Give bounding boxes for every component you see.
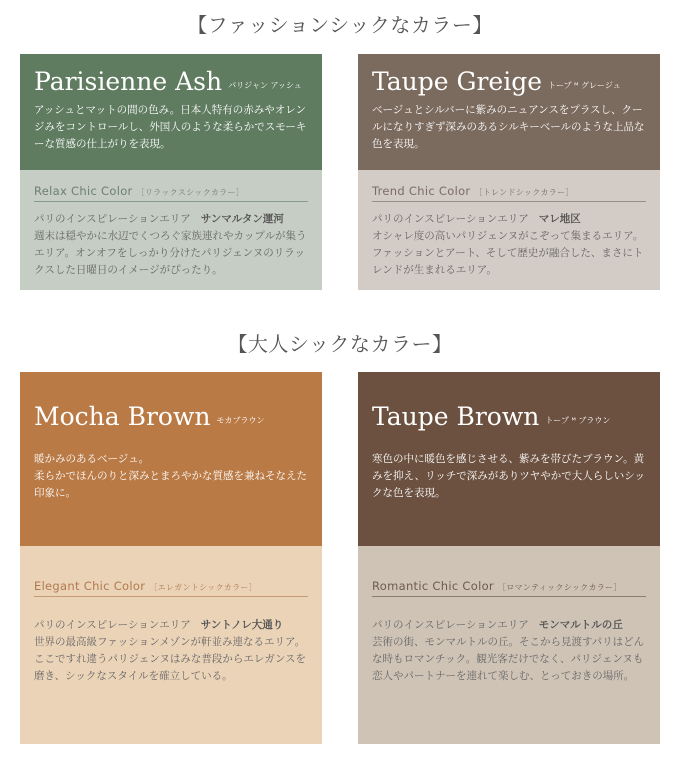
inspiration-area xyxy=(34,211,308,228)
area-description: 芸術の街、モンマルトルの丘。そこから見渡すパリはどんな時もロマンチック。観光客だけでなく、パリジェンヌも恋人やパートナーを連れて楽しむ、とっておきの場所。 xyxy=(372,636,645,682)
inspiration-area-label: パリのインスピレーションエリア xyxy=(34,619,191,631)
color-name-kana: トープ ᴹ ブラウン xyxy=(545,416,611,425)
color-name: Mocha Brown xyxy=(34,402,211,431)
color-name: Taupe Brown xyxy=(372,402,540,431)
color-description: 寒色の中に暖色を感じさせる、紫みを帯びたブラウン。黄みを抑え、リッチで深みがありツヤやかで大人らしいシックな色を表現。 xyxy=(372,453,645,499)
area-description: 週末は穏やかに水辺でくつろぐ家族連れやカップルが集うエリア。オンオフをしっかり分けたパリジェンヌのリラックスした日曜日のイメージがぴったり。 xyxy=(34,230,307,276)
chic-type-jp: ［トレンドシックカラー］ xyxy=(474,188,574,197)
card-top-panel xyxy=(358,372,660,546)
card-bottom-panel xyxy=(20,546,322,744)
card-top-panel xyxy=(358,54,660,170)
chic-type-en: Romantic Chic Color xyxy=(372,579,494,593)
chic-type-label xyxy=(34,579,308,597)
chic-type-label xyxy=(372,184,646,202)
color-name-kana: パリジャン アッシュ xyxy=(228,81,302,90)
inspiration-area-label: パリのインスピレーションエリア xyxy=(372,213,529,225)
chic-type-label xyxy=(372,579,646,597)
area-description: オシャレ度の高いパリジェンヌがこぞって集まるエリア。ファッションとアート、そして歴史が融合した、まさにトレンドが生まれるエリア。 xyxy=(372,230,644,276)
color-name: Parisienne Ash xyxy=(34,67,223,96)
chic-type-jp: ［ロマンティックシックカラー］ xyxy=(497,583,622,592)
color-description: アッシュとマットの間の色み。日本人特有の赤みやオレンジみをコントロールし、外国人のような柔らかでスモーキーな質感の仕上がりを表現。 xyxy=(34,104,307,150)
color-card-taupe-greige xyxy=(358,54,660,290)
color-card-taupe-brown xyxy=(358,372,660,744)
area-description: 世界の最高級ファッションメゾンが軒並み連なるエリア。ここですれ違うパリジェンヌはみな普段からエレガンスを磨き、シックなスタイルを確立している。 xyxy=(34,636,307,682)
inspiration-area-name: モンマルトルの丘 xyxy=(538,619,623,631)
inspiration-area xyxy=(34,617,308,634)
chic-type-en: Relax Chic Color xyxy=(34,184,133,198)
inspiration-area-label: パリのインスピレーションエリア xyxy=(372,619,529,631)
section-title-adult-chic: 【大人シックなカラー】 xyxy=(227,332,453,356)
color-card-mocha-brown xyxy=(20,372,322,744)
card-bottom-panel xyxy=(20,170,322,290)
color-description: ベージュとシルバーに紫みのニュアンスをプラスし、クールになりすぎず深みのあるシルキーベールのような上品な色を表現。 xyxy=(372,104,645,150)
color-name-kana: モカブラウン xyxy=(216,416,265,425)
card-top-panel xyxy=(20,372,322,546)
inspiration-area-name: サントノレ大通り xyxy=(200,619,284,631)
inspiration-area xyxy=(372,211,646,228)
color-name: Taupe Greige xyxy=(372,67,542,96)
inspiration-area xyxy=(372,617,646,634)
card-bottom-panel xyxy=(358,170,660,290)
color-description: 暖かみのあるベージュ。 柔らかでほんのりと深みとまろやかな質感を兼ねそなえた印象に。 xyxy=(34,453,307,499)
chic-type-jp: ［リラックスシックカラー］ xyxy=(136,188,245,197)
card-top-panel xyxy=(20,54,322,170)
inspiration-area-label: パリのインスピレーションエリア xyxy=(34,213,191,225)
chic-type-en: Trend Chic Color xyxy=(372,184,471,198)
card-bottom-panel xyxy=(358,546,660,744)
section-title-fashion-chic: 【ファッションシックなカラー】 xyxy=(187,13,493,37)
chic-type-label xyxy=(34,184,308,202)
color-name-kana: トープ ᴹ グレージュ xyxy=(548,81,621,90)
inspiration-area-name: サンマルタン運河 xyxy=(200,213,284,225)
color-card-parisienne-ash xyxy=(20,54,322,290)
inspiration-area-name: マレ地区 xyxy=(538,213,581,225)
chic-type-jp: ［エレガントシックカラー］ xyxy=(149,583,258,592)
chic-type-en: Elegant Chic Color xyxy=(34,579,146,593)
